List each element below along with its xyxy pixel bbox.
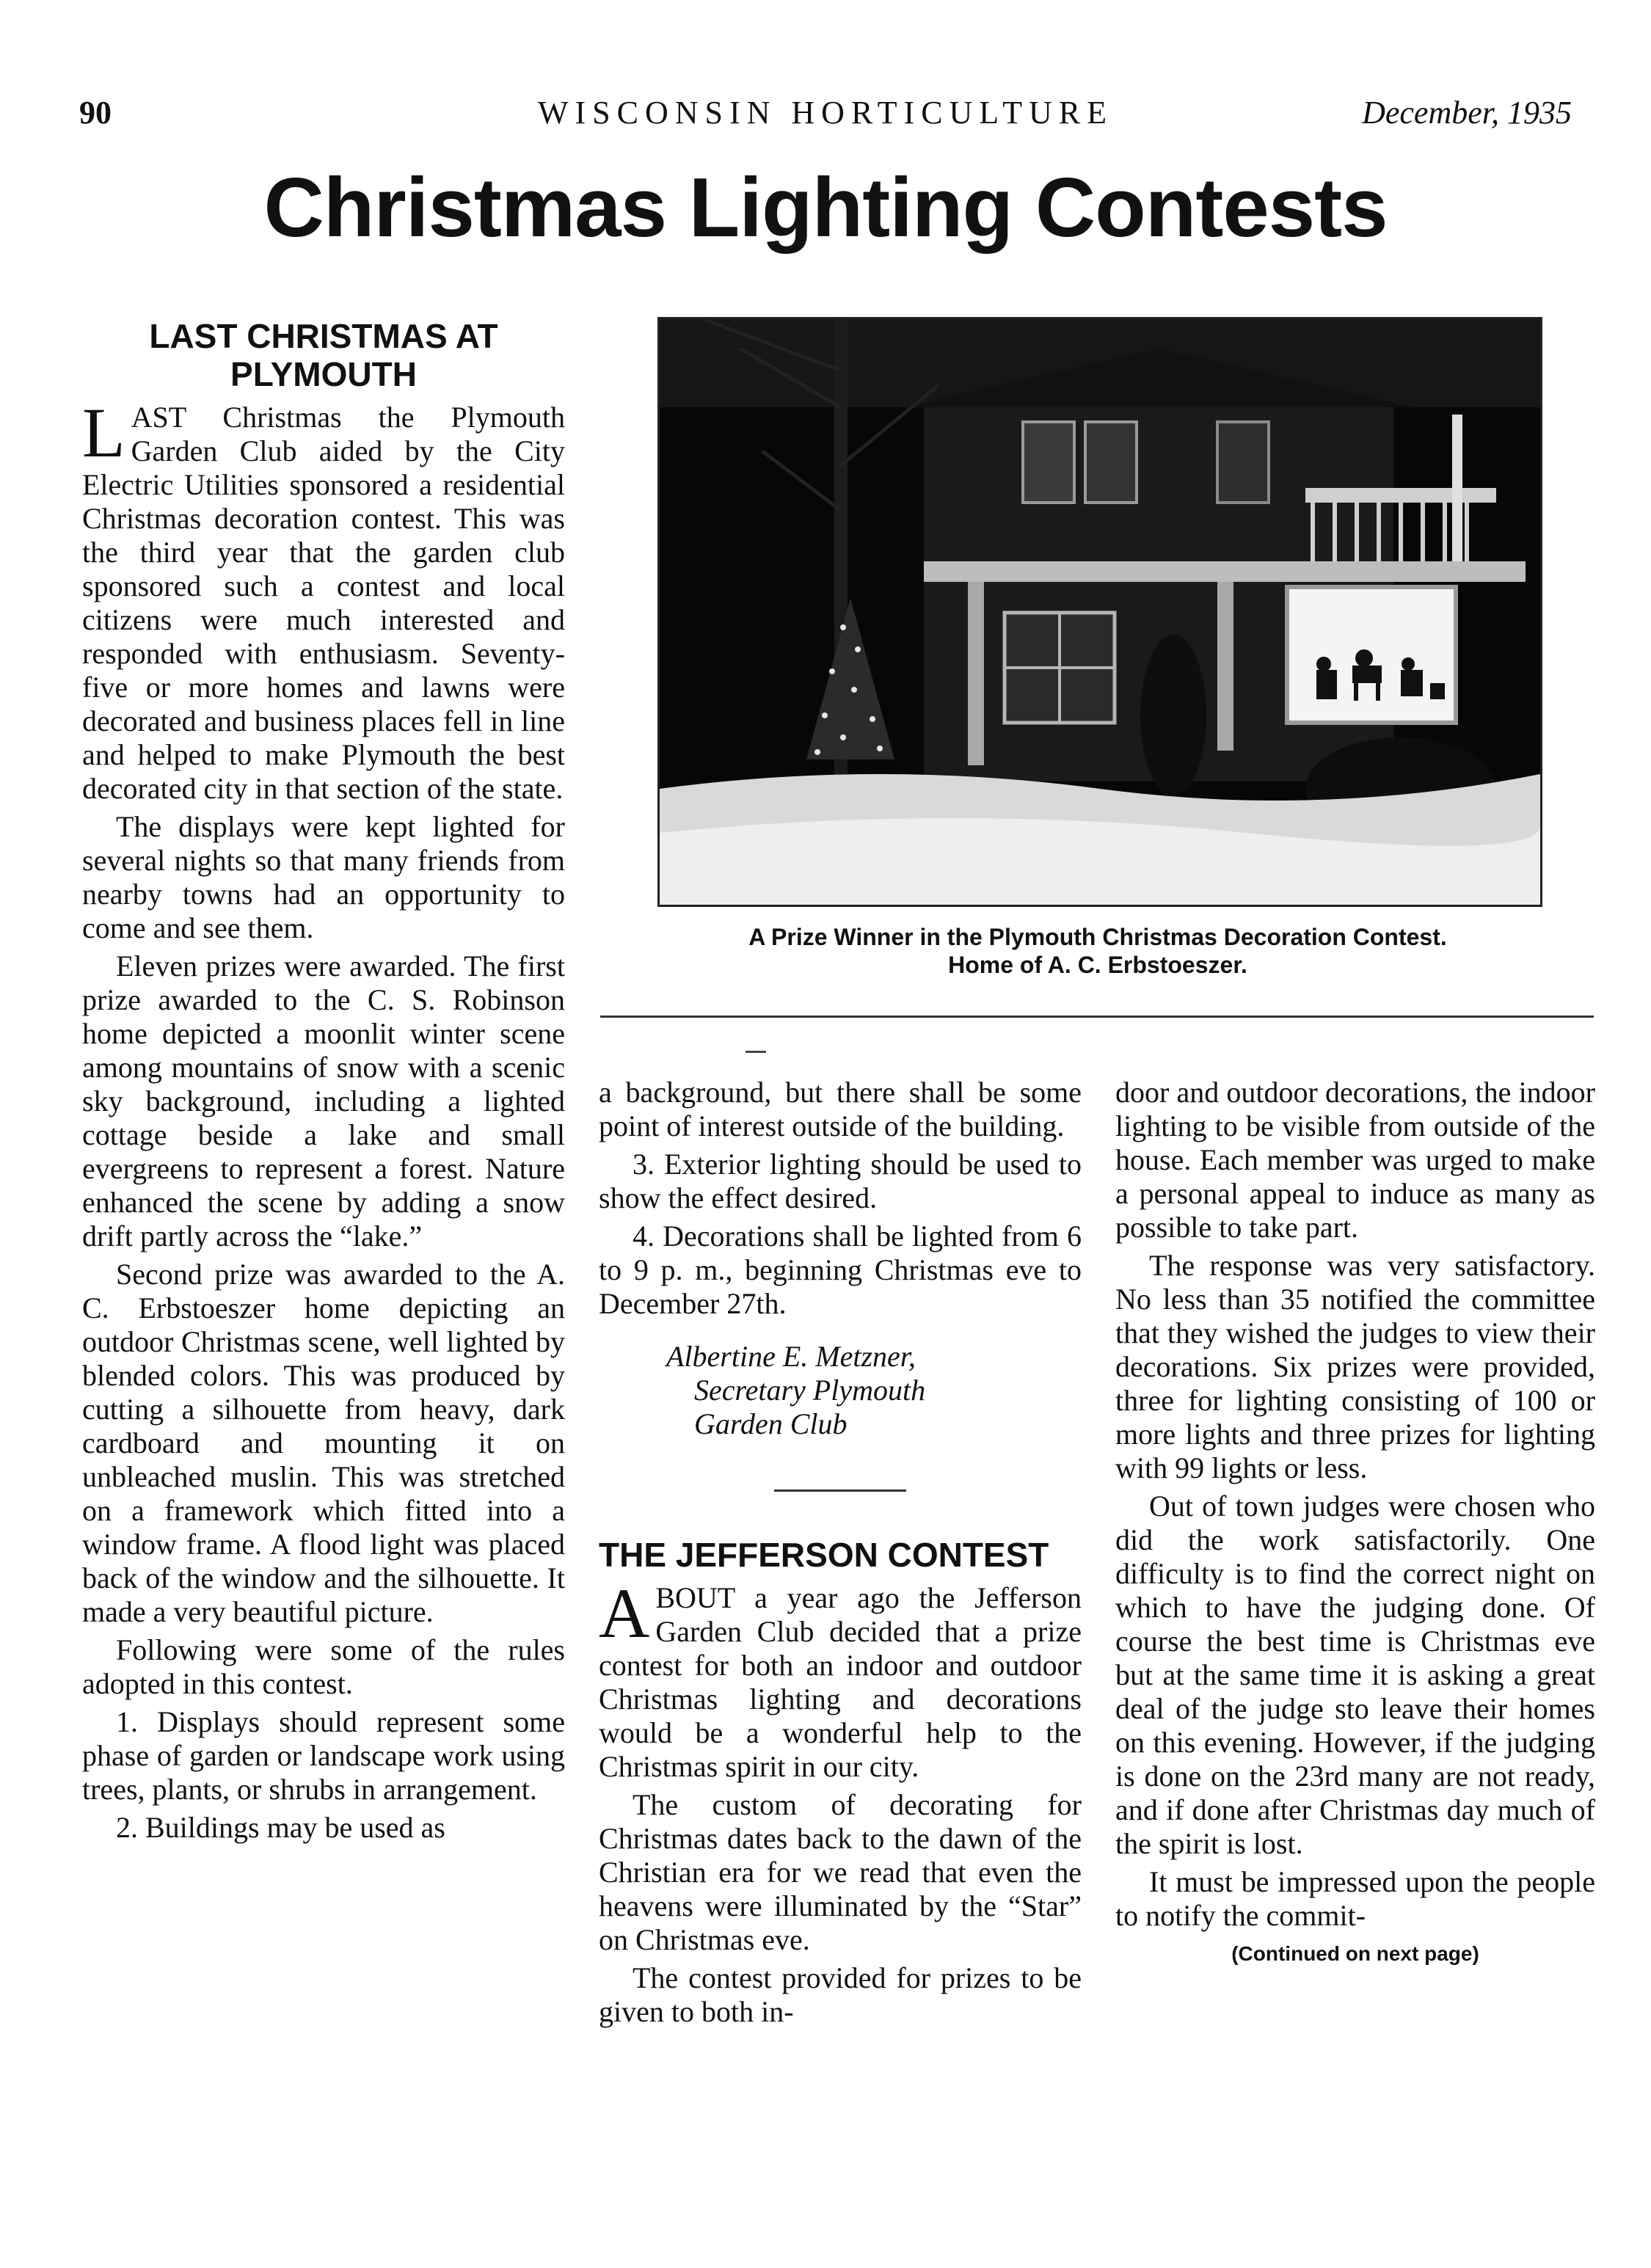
paragraph: 1. Displays should represent some phase of garden or landscape work using trees, plants, or shrubs in arrangement. <box>82 1705 565 1806</box>
paragraph: 4. Decorations shall be lighted from 6 to 9 p. m., beginning Christmas eve to December 27th. <box>599 1219 1082 1320</box>
jefferson-heading: THE JEFFERSON CONTEST <box>599 1536 1049 1574</box>
paragraph: door and outdoor decorations, the indoor lighting to be visible from outside of the house. Each member was urged to make a personal appeal to induce as many as possible to take part. <box>1115 1076 1595 1244</box>
paragraph: a background, but there shall be some point of interest outside of the building. <box>599 1076 1082 1142</box>
photo-caption-line2: Home of A. C. Erbstoeszer. <box>948 952 1247 978</box>
divider-rule <box>600 1016 1594 1018</box>
photo-caption-line1: A Prize Winner in the Plymouth Christmas Decoration Contest. <box>748 924 1447 950</box>
paragraph: Out of town judges were chosen who did the work satisfactorily. One difficulty is to find the correct night on which to have the judging done. Of course the best time is Christmas eve but at the same time it is asking a great deal of the judge sto leave their homes on this evening. However, if the judging is done on the 23rd many are not ready, and if done after Christmas day much of the spirit is lost. <box>1115 1489 1595 1860</box>
page-number: 90 <box>79 95 112 131</box>
journal-title: WISCONSIN HORTICULTURE <box>537 95 1114 131</box>
paragraph: It must be impressed upon the people to notify the commit- <box>1115 1865 1595 1932</box>
column-2 <box>599 1076 1082 2033</box>
column-3 <box>1115 1076 1595 1971</box>
section-divider <box>774 1489 906 1492</box>
paragraph: The contest provided for prizes to be given to both in- <box>599 1961 1082 2028</box>
paragraph: The custom of decorating for Christmas dates back to the dawn of the Christian era for we read that even the heavens were illuminated by the “Star” on Christmas eve. <box>599 1788 1082 1956</box>
paragraph: The response was very satisfactory. No less than 35 notified the committee that they wished the judges to view their decorations. Six prizes were provided, three for lighting consisting of 100 or more lights and three prizes for lighting with 99 lights or less. <box>1115 1249 1595 1484</box>
paragraph: The displays were kept lighted for several nights so that many friends from nearby towns had an opportunity to come and see them. <box>82 810 565 944</box>
divider-tick <box>746 1051 766 1053</box>
paragraph: LAST Christmas the Plymouth Garden Club aided by the City Electric Utilities sponsored a residential Christmas decoration contest. This was the third year that the garden club sponsored such a contest and local citizens were much interested and responded with enthusiasm. Seventy-five or more homes and lawns were decorated and business places fell in line and helped to make Plymouth the best decorated city in that section of the state. <box>82 393 565 805</box>
plymouth-heading <box>82 317 565 393</box>
paragraph: ABOUT a year ago the Jefferson Garden Club decided that a prize contest for both an indoor and outdoor Christmas lighting and decorations would be a wonderful help to the Christmas spirit in our city. <box>599 1574 1082 1783</box>
signature-org: Garden Club <box>694 1407 848 1440</box>
paragraph: 3. Exterior lighting should be used to show the effect desired. <box>599 1148 1082 1214</box>
running-head <box>79 94 1572 138</box>
drop-cap: A <box>599 1574 650 1652</box>
plymouth-heading-line1: LAST CHRISTMAS AT <box>149 317 498 355</box>
signature-title: Secretary Plymouth <box>694 1374 926 1407</box>
paragraph: 2. Buildings may be used as <box>116 1811 445 1844</box>
night-house-photo <box>660 319 1540 905</box>
paragraph: Following were some of the rules adopted in this contest. <box>82 1633 565 1700</box>
column-1 <box>82 317 565 1849</box>
continued-note: (Continued on next page) <box>1231 1942 1479 1965</box>
drop-cap: L <box>82 393 125 472</box>
issue-date: December, 1935 <box>1362 95 1572 131</box>
photo-caption <box>624 923 1572 979</box>
page-title: Christmas Lighting Contests <box>263 161 1388 255</box>
photo-house-decoration <box>657 317 1542 907</box>
signature-block <box>599 1340 1082 1441</box>
signature-name: Albertine E. Metzner, <box>666 1340 916 1373</box>
paragraph: Eleven prizes were awarded. The first prize awarded to the C. S. Robinson home depicted a moonlit winter scene among mountains of snow with a scenic sky background, including a lighted cottage beside a lake and small evergreens to represent a forest. Nature enhanced the scene by adding a snow drift partly across the “lake.” <box>82 949 565 1252</box>
paragraph: Second prize was awarded to the A. C. Erbstoeszer home depicting an outdoor Christmas scene, well lighted by blended colors. This was produced by cutting a silhouette from heavy, dark cardboard and mounting it on unbleached muslin. This was stretched on a framework which fitted into a window frame. A flood light was placed back of the window and the silhouette. It made a very beautiful picture. <box>82 1258 565 1628</box>
plymouth-heading-line2: PLYMOUTH <box>230 355 417 393</box>
